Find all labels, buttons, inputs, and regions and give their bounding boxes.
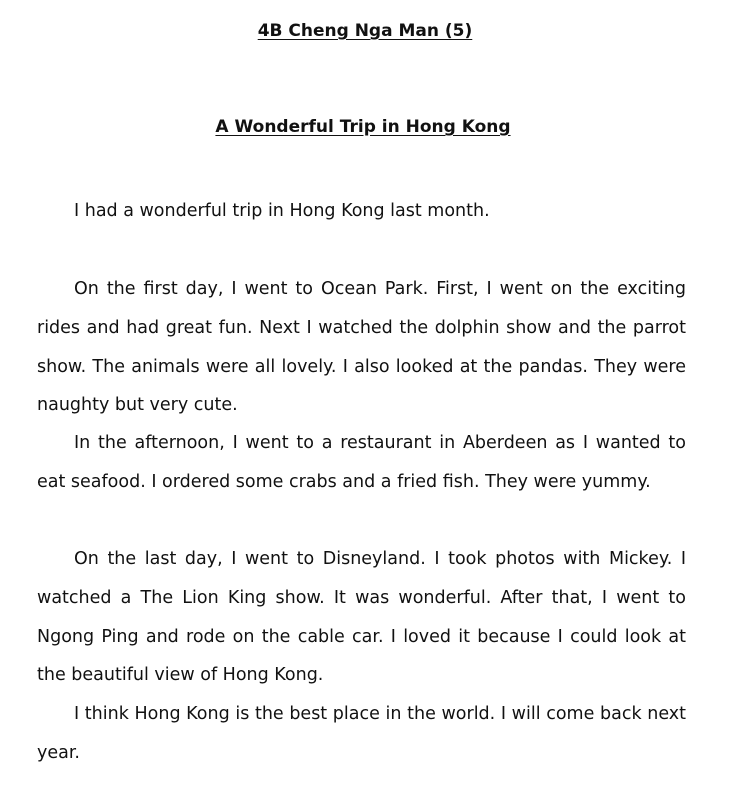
paragraph-intro: I had a wonderful trip in Hong Kong last month.: [74, 201, 490, 221]
author-line: [0, 19, 730, 43]
paragraph-disneyland: On the last day, I went to Disneyland. I took photos with Mickey. I watched a The Lion King show. It was wonderful. After that, I went to Ngong Ping and rode on the cable car. I loved it because I could look at the beautiful view of Hong Kong.: [37, 549, 686, 686]
paragraph-aberdeen: In the afternoon, I went to a restaurant in Aberdeen as I wanted to eat seafood. I ordered some crabs and a fried fish. They were yummy.: [37, 433, 686, 492]
essay-title-text: A Wonderful Trip in Hong Kong: [215, 117, 511, 137]
author-line-text: 4B Cheng Nga Man (5): [257, 21, 473, 41]
paragraph-conclusion: I think Hong Kong is the best place in the world. I will come back next year.: [37, 704, 686, 763]
paragraph-ocean-park: On the first day, I went to Ocean Park. First, I went on the exciting rides and had great fun. Next I watched the dolphin show and the parrot show. The animals were all lovely. I also looked at the pandas. They were naughty but very cute.: [37, 279, 686, 416]
essay-title: [0, 115, 726, 139]
